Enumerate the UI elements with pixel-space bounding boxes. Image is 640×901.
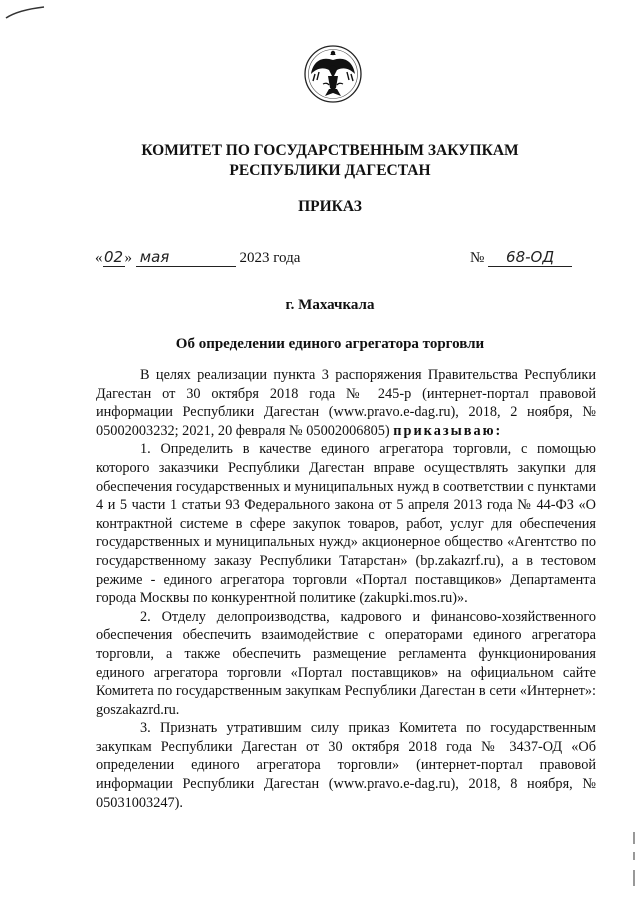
document-type: ПРИКАЗ xyxy=(298,198,362,215)
scan-edge-marks xyxy=(630,830,638,890)
organization-name xyxy=(60,141,600,181)
order-keyword: приказываю: xyxy=(393,422,503,439)
date-quote-close: » xyxy=(124,250,132,266)
clause-3: 3. Признать утратившим силу приказ Комитета по государственным закупкам Республики Дагестан от 30 октября 2018 года № 3437-ОД «Об определении единого агрегатора торговли» (интернет-портал правовой информации Республики Дагестан (www.pravo.e-dag.ru), 2018, 8 ноября, № 05031003247). xyxy=(96,720,596,811)
order-subject: Об определении единого агрегатора торговли xyxy=(175,336,485,352)
order-date xyxy=(95,248,300,267)
organization-line-1: КОМИТЕТ ПО ГОСУДАРСТВЕННЫМ ЗАКУПКАМ xyxy=(141,142,519,159)
date-year: 2023 года xyxy=(239,250,301,266)
clause-1: 1. Определить в качестве единого агрегатора торговли, с помощью которого заказчики Республики Дагестан вправе осуществлять закупки для обеспечения государственных и муниципальных нужд в соответствии с пунктами 4 и 5 части 1 статьи 93 Федерального закона от 5 апреля 2013 года № 44-ФЗ «О контрактной системе в сфере закупок товаров, работ, услуг для обеспечения государственных и муниципальных нужд» акционерное общество «Агентство по государственному заказу Республики Татарстан» (bp.zakazrf.ru), а в тестовом режиме - единого агрегатора торговли «Портал поставщиков» Департамента города Москвы по конкурентной политике (zakupki.mos.ru)». xyxy=(96,441,596,607)
order-number xyxy=(470,248,572,267)
number-sign: № xyxy=(470,250,485,266)
clause-2: 2. Отделу делопроизводства, кадрового и финансово-хозяйственного обеспечения обеспечить взаимодействие с операторами единого агрегатора торговли, а также обеспечить размещение регламента функционирования единого агрегатора торговли «Портал поставщиков» на официальном сайте Комитета по государственным закупкам Республики Дагестан в сети «Интернет»: goszakazrd.ru. xyxy=(96,608,596,718)
organization-line-2: РЕСПУБЛИКИ ДАГЕСТАН xyxy=(229,162,431,179)
date-month-handwritten: мая xyxy=(136,248,236,267)
intro-paragraph xyxy=(96,366,596,440)
date-day-handwritten: 02 xyxy=(103,248,124,266)
scan-corner-mark xyxy=(4,4,48,20)
coat-of-arms-emblem xyxy=(303,44,363,104)
number-handwritten: 68-ОД xyxy=(488,248,572,267)
order-body xyxy=(96,366,596,812)
intro-text: В целях реализации пункта 3 распоряжения Правительства Республики Дагестан от 30 октября 2018 года № 245-р (интернет-портал правовой информации Республики Дагестан (www.pravo.e-dag.ru), 2018, 2 ноября, № 05002003232; 2021, 20 февраля № 05002006805) xyxy=(96,367,596,439)
city-line: г. Махачкала xyxy=(285,297,375,313)
date-quote-open: « xyxy=(95,250,103,266)
